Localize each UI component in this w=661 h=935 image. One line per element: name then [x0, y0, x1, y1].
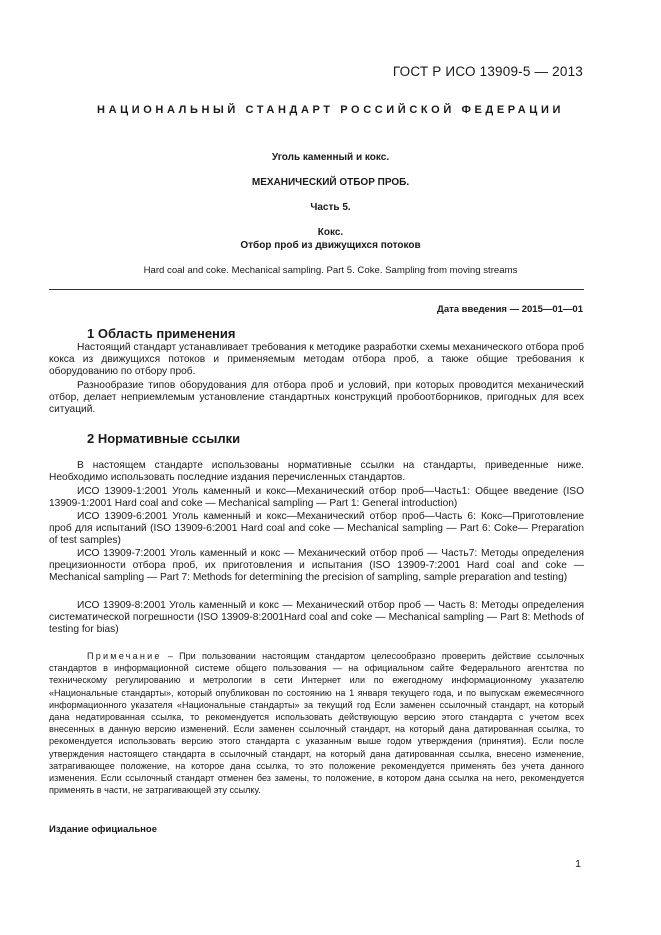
reference-iso-13909-7: ИСО 13909-7:2001 Уголь каменный и кокс — Механический отбор проб — Часть7: Методы определения прецизионности отбора проб, их приготовления и испытания (ISO 13909-7:2001 Hard coal and coke — Mechanical sampling — Part 7: Methods for determining the precision of sampling, sample preparation and testing) [49, 548, 584, 584]
title-line-2: МЕХАНИЧЕСКИЙ ОТБОР ПРОБ. [251, 177, 410, 188]
national-standard-heading: НАЦИОНАЛЬНЫЙ СТАНДАРТ РОССИЙСКОЙ ФЕДЕРАЦИИ [97, 104, 564, 116]
page-number: 1 [575, 858, 581, 870]
title-line-5: Отбор проб из движущихся потоков [240, 240, 421, 251]
note-text: – При пользовании настоящим стандартом целесообразно проверить действие ссылочных стандартов в информационной системе общего пользования — на официальном сайте Федерального агентства по техническому регулированию и метрологии в сети Интернет или по ежегодному информационному указателю «Национальные стандарты», который опубликован по состоянию на 1 января текущего года, и по выпускам ежемесячного информационного указателя «Национальные стандарты» за текущий год Если заменен ссылочный стандарт, на который дана недатированная ссылка, то рекомендуется использовать действующую версию этого стандарта с учетом всех внесенных в данную версию изменений. Если заменен ссылочный стандарт, на который дана датированная ссылка, то рекомендуется использовать версию этого стандарта с указанным выше годом утверждения (принятия). Если после утверждения настоящего стандарта в ссылочный стандарт, на который дана датированная ссылка, внесено изменение, затрагивающее положение, на которое дана ссылка, то это положение рекомендуется применять без учета данного изменения. Если ссылочный стандарт отменен без замены, то положение, в котором дана ссылка на него, рекомендуется применять в части, не затрагивающей эту ссылку. [49, 651, 584, 796]
normative-note [49, 650, 584, 796]
section-1-paragraph-1: Настоящий стандарт устанавливает требования к методике разработки схемы механического отбора проб кокса из движущихся потоков и применяемым методам отбора проб, а также общие требования к оборудованию по отбору проб. [49, 342, 584, 378]
section-1-paragraph-2: Разнообразие типов оборудования для отбора проб и условий, при которых проводится механический отбор, делает неприемлемым установление стандартных конструкций пробоотборников, пригодных для всех ситуаций. [49, 380, 584, 416]
reference-iso-13909-6: ИСО 13909-6:2001 Уголь каменный и кокс—Механический отбор проб—Часть 6: Кокс—Приготовление проб для испытаний (ISO 13909-6:2001 Hard coal and coke — Mechanical sampling — Part 6: Coke— Preparation of test samples) [49, 511, 584, 547]
section-1-heading: 1 Область применения [87, 326, 236, 341]
section-2-heading: 2 Нормативные ссылки [87, 431, 241, 446]
standard-designation: ГОСТ Р ИСО 13909-5 — 2013 [392, 64, 583, 79]
note-label: Примечание [87, 651, 162, 661]
title-line-3: Часть 5. [310, 202, 351, 213]
reference-iso-13909-1: ИСО 13909-1:2001 Уголь каменный и кокс—Механический отбор проб—Часть1: Общее введение (ISO 13909-1:2001 Hard coal and coke — Mechanical sampling — Part 1: General introduction) [49, 486, 584, 510]
official-edition-label: Издание официальное [49, 824, 157, 835]
title-line-1: Уголь каменный и кокс. [271, 152, 390, 163]
reference-iso-13909-8: ИСО 13909-8:2001 Уголь каменный и кокс — Механический отбор проб — Часть 8: Методы определения систематической погрешности (ISO 13909-8:2001Hard coal and coke — Mechanical sampling — Part 8: Methods of testing for bias) [49, 600, 584, 636]
introduction-date: Дата введения — 2015—01—01 [437, 304, 583, 315]
english-title: Hard coal and coke. Mechanical sampling. Part 5. Coke. Sampling from moving streams [143, 265, 518, 276]
section-2-paragraph-1: В настоящем стандарте использованы нормативные ссылки на стандарты, приведенные ниже. Необходимо использовать последние издания перечисленных стандартов. [49, 460, 584, 484]
title-line-4: Кокс. [317, 227, 344, 238]
title-divider [49, 289, 584, 290]
